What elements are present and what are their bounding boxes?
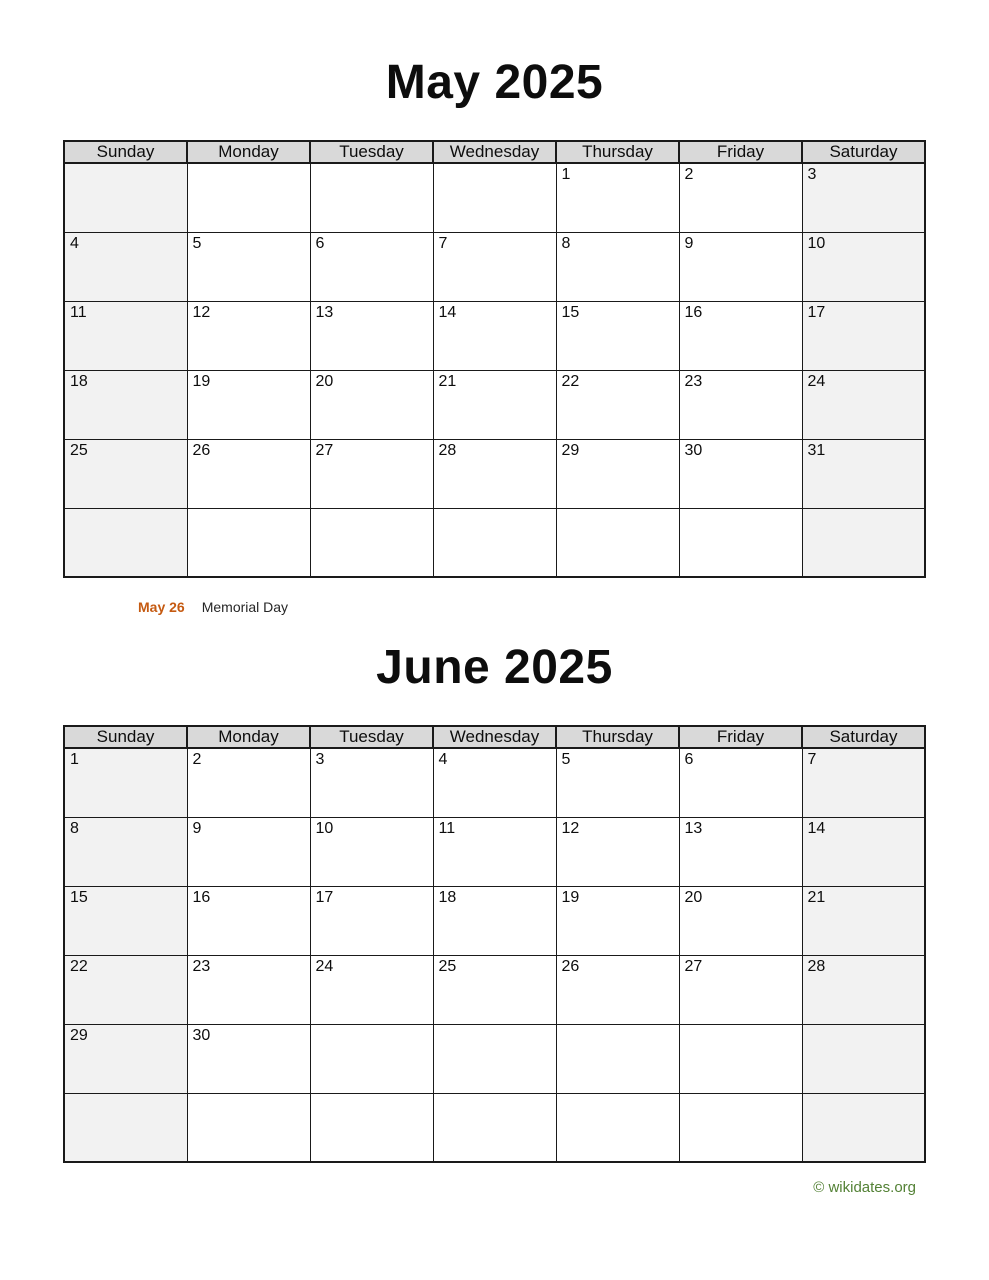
day-cell-17: 17: [802, 301, 925, 370]
holiday-note: [138, 598, 989, 616]
empty-day-cell: [187, 163, 310, 232]
day-cell-16: 16: [679, 301, 802, 370]
day-cell-15: 15: [556, 301, 679, 370]
day-cell-16: 16: [187, 886, 310, 955]
day-cell-6: 6: [679, 748, 802, 817]
weekday-header-sunday: Sunday: [64, 726, 187, 748]
month-title-june: June 2025: [376, 641, 613, 694]
day-cell-2: 2: [679, 163, 802, 232]
day-cell-19: 19: [556, 886, 679, 955]
week-row: [64, 163, 925, 232]
week-row: [64, 370, 925, 439]
empty-day-cell: [433, 1024, 556, 1093]
day-cell-2: 2: [187, 748, 310, 817]
day-cell-11: 11: [433, 817, 556, 886]
day-cell-11: 11: [64, 301, 187, 370]
weekday-header-thursday: Thursday: [556, 141, 679, 163]
day-cell-22: 22: [556, 370, 679, 439]
empty-day-cell: [556, 508, 679, 577]
day-cell-4: 4: [433, 748, 556, 817]
empty-day-cell: [64, 1093, 187, 1162]
day-cell-10: 10: [310, 817, 433, 886]
empty-day-cell: [433, 508, 556, 577]
footer: [63, 1179, 916, 1196]
holiday-name: Memorial Day: [201, 599, 289, 615]
day-cell-4: 4: [64, 232, 187, 301]
day-cell-29: 29: [64, 1024, 187, 1093]
day-cell-23: 23: [187, 955, 310, 1024]
day-cell-15: 15: [64, 886, 187, 955]
day-cell-7: 7: [802, 748, 925, 817]
empty-day-cell: [802, 1024, 925, 1093]
weekday-header-sunday: Sunday: [64, 141, 187, 163]
empty-day-cell: [679, 1024, 802, 1093]
week-row: [64, 955, 925, 1024]
empty-day-cell: [310, 1093, 433, 1162]
day-cell-9: 9: [187, 817, 310, 886]
weekday-header-tuesday: Tuesday: [310, 141, 433, 163]
day-cell-20: 20: [679, 886, 802, 955]
day-cell-13: 13: [679, 817, 802, 886]
weekday-header-monday: Monday: [187, 726, 310, 748]
day-cell-13: 13: [310, 301, 433, 370]
day-cell-14: 14: [802, 817, 925, 886]
day-cell-1: 1: [64, 748, 187, 817]
day-cell-21: 21: [433, 370, 556, 439]
empty-day-cell: [310, 508, 433, 577]
day-cell-28: 28: [433, 439, 556, 508]
day-cell-25: 25: [433, 955, 556, 1024]
empty-day-cell: [187, 508, 310, 577]
day-cell-25: 25: [64, 439, 187, 508]
day-cell-21: 21: [802, 886, 925, 955]
week-row: [64, 1024, 925, 1093]
empty-day-cell: [679, 1093, 802, 1162]
day-cell-27: 27: [679, 955, 802, 1024]
weekday-header-wednesday: Wednesday: [433, 726, 556, 748]
weekday-header-row: [64, 141, 925, 163]
day-cell-9: 9: [679, 232, 802, 301]
weekday-header-thursday: Thursday: [556, 726, 679, 748]
week-row: [64, 1093, 925, 1162]
empty-day-cell: [310, 163, 433, 232]
day-cell-7: 7: [433, 232, 556, 301]
day-cell-27: 27: [310, 439, 433, 508]
day-cell-29: 29: [556, 439, 679, 508]
day-cell-14: 14: [433, 301, 556, 370]
empty-day-cell: [187, 1093, 310, 1162]
weekday-header-saturday: Saturday: [802, 726, 925, 748]
day-cell-30: 30: [187, 1024, 310, 1093]
weekday-header-friday: Friday: [679, 141, 802, 163]
day-cell-24: 24: [310, 955, 433, 1024]
empty-day-cell: [556, 1024, 679, 1093]
weekday-header-wednesday: Wednesday: [433, 141, 556, 163]
day-cell-8: 8: [556, 232, 679, 301]
week-row: [64, 886, 925, 955]
weekday-header-friday: Friday: [679, 726, 802, 748]
day-cell-17: 17: [310, 886, 433, 955]
month-section-may: [0, 55, 989, 616]
day-cell-26: 26: [556, 955, 679, 1024]
day-cell-22: 22: [64, 955, 187, 1024]
wikidates-copyright-link[interactable]: © wikidates.org: [813, 1179, 916, 1196]
empty-day-cell: [802, 1093, 925, 1162]
empty-day-cell: [310, 1024, 433, 1093]
week-row: [64, 508, 925, 577]
day-cell-19: 19: [187, 370, 310, 439]
empty-day-cell: [64, 163, 187, 232]
week-row: [64, 232, 925, 301]
day-cell-3: 3: [802, 163, 925, 232]
day-cell-20: 20: [310, 370, 433, 439]
empty-day-cell: [679, 508, 802, 577]
month-section-june: [0, 640, 989, 1163]
weekday-header-row: [64, 726, 925, 748]
empty-day-cell: [433, 163, 556, 232]
empty-day-cell: [556, 1093, 679, 1162]
day-cell-10: 10: [802, 232, 925, 301]
day-cell-8: 8: [64, 817, 187, 886]
day-cell-12: 12: [556, 817, 679, 886]
day-cell-5: 5: [556, 748, 679, 817]
day-cell-31: 31: [802, 439, 925, 508]
day-cell-3: 3: [310, 748, 433, 817]
day-cell-26: 26: [187, 439, 310, 508]
empty-day-cell: [433, 1093, 556, 1162]
week-row: [64, 748, 925, 817]
calendar-grid-june: [63, 725, 926, 1163]
day-cell-18: 18: [64, 370, 187, 439]
day-cell-5: 5: [187, 232, 310, 301]
weekday-header-tuesday: Tuesday: [310, 726, 433, 748]
empty-day-cell: [802, 508, 925, 577]
day-cell-23: 23: [679, 370, 802, 439]
day-cell-28: 28: [802, 955, 925, 1024]
calendar-grid-may: [63, 140, 926, 578]
day-cell-6: 6: [310, 232, 433, 301]
day-cell-18: 18: [433, 886, 556, 955]
week-row: [64, 439, 925, 508]
weekday-header-monday: Monday: [187, 141, 310, 163]
week-row: [64, 301, 925, 370]
weekday-header-saturday: Saturday: [802, 141, 925, 163]
day-cell-12: 12: [187, 301, 310, 370]
month-title-may: May 2025: [385, 56, 604, 109]
holiday-date: May 26: [138, 599, 185, 615]
day-cell-24: 24: [802, 370, 925, 439]
week-row: [64, 817, 925, 886]
day-cell-30: 30: [679, 439, 802, 508]
empty-day-cell: [64, 508, 187, 577]
day-cell-1: 1: [556, 163, 679, 232]
